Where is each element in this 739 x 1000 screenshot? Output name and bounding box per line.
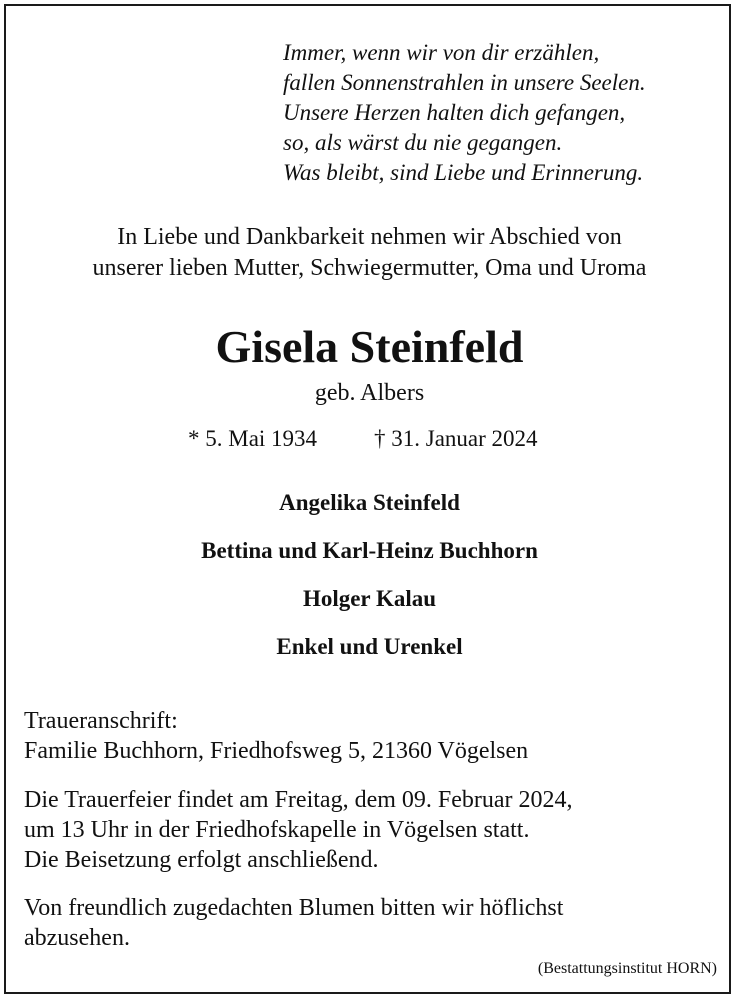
poem-line: so, als wärst du nie gegangen. (283, 130, 563, 155)
ceremony-line: Die Trauerfeier findet am Freitag, dem 09. Februar 2024, (24, 787, 573, 813)
flowers-note (24, 893, 563, 953)
mourning-address (24, 706, 528, 766)
poem-line: Unsere Herzen halten dich gefangen, (283, 100, 626, 125)
poem-line: Immer, wenn wir von dir erzählen, (283, 40, 600, 65)
flowers-line: abzusehen. (24, 925, 130, 951)
mourner-name: Angelika Steinfeld (279, 490, 460, 515)
mourner-name: Bettina und Karl-Heinz Buchhorn (201, 538, 538, 563)
intro-line: unserer lieben Mutter, Schwiegermutter, Oma und Uroma (92, 255, 647, 281)
deceased-name: Gisela Steinfeld (215, 321, 524, 372)
mourners-list (0, 487, 739, 679)
maiden-name: geb. Albers (314, 380, 425, 406)
address-value: Familie Buchhorn, Friedhofsweg 5, 21360 Vögelsen (24, 738, 529, 764)
ceremony-line: Die Beisetzung erfolgt anschließend. (24, 847, 379, 873)
farewell-intro (0, 222, 739, 284)
flowers-line: Von freundlich zugedachten Blumen bitten wir höflichst (24, 895, 564, 921)
mourner-name: Enkel und Urenkel (276, 634, 463, 659)
address-label: Traueranschrift: (24, 708, 178, 734)
undertaker-credit: (Bestattungsinstitut HORN) (537, 960, 717, 977)
ceremony-line: um 13 Uhr in der Friedhofskapelle in Vögelsen statt. (24, 817, 530, 843)
birth-date: * 5. Mai 1934 (188, 426, 318, 451)
memorial-poem (283, 38, 646, 188)
poem-line: Was bleibt, sind Liebe und Erinnerung. (283, 160, 644, 185)
intro-line: In Liebe und Dankbarkeit nehmen wir Abschied von (117, 224, 622, 250)
ceremony-info (24, 785, 573, 875)
mourner-name: Holger Kalau (302, 586, 437, 611)
death-date: † 31. Januar 2024 (374, 426, 538, 451)
poem-line: fallen Sonnenstrahlen in unsere Seelen. (283, 70, 646, 95)
